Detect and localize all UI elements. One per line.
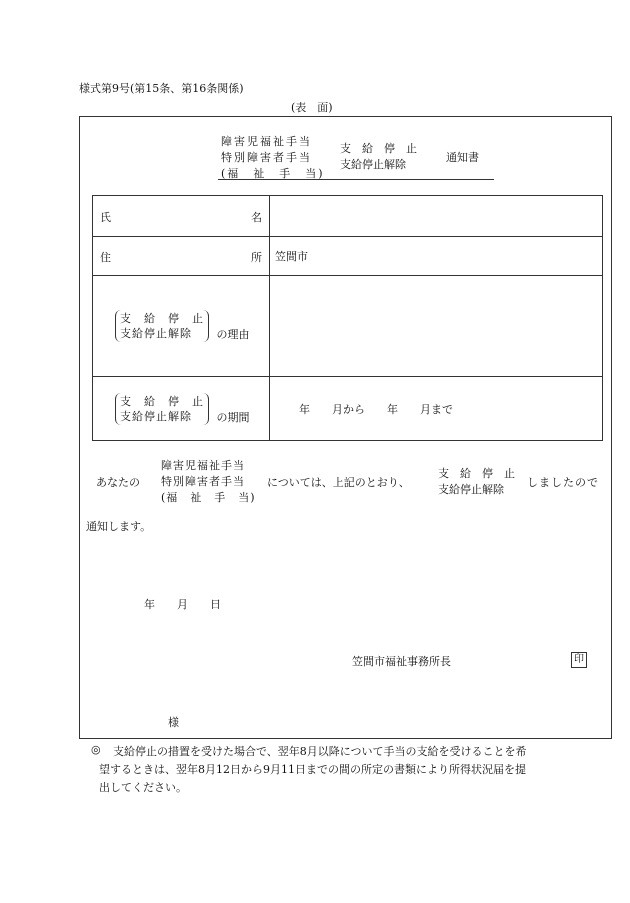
name-label-2: 名 bbox=[251, 211, 262, 224]
body-prefix: あなたの bbox=[96, 476, 140, 489]
period-row bbox=[93, 377, 603, 441]
title-action-2: 支給停止解除 bbox=[340, 158, 406, 171]
body-suffix: しましたので bbox=[527, 476, 599, 489]
body-middle: については、上記のとおり、 bbox=[267, 476, 410, 489]
title-action-1: 支 給 停 止 bbox=[340, 142, 417, 155]
body-allowance-1: 障害児福祉手当 bbox=[161, 459, 245, 472]
body-action-2: 支給停止解除 bbox=[438, 483, 504, 496]
period-label-cell bbox=[93, 377, 270, 441]
body-allowance-3: (福 祉 手 当) bbox=[161, 491, 256, 504]
footnote-mark: ◎ bbox=[91, 743, 101, 756]
name-label-1: 氏 bbox=[100, 211, 111, 224]
footnote-line-3: 出してください。 bbox=[99, 781, 187, 794]
reason-action-1: 支 給 停 止 bbox=[120, 312, 204, 325]
title-allowance-2: 特別障害者手当 bbox=[221, 151, 312, 164]
period-action-2: 支給停止解除 bbox=[120, 410, 192, 423]
reason-action-bracket bbox=[115, 310, 209, 342]
footnote-text bbox=[113, 743, 527, 761]
title-underline bbox=[218, 179, 494, 180]
period-suffix: の期間 bbox=[216, 411, 250, 424]
reason-label bbox=[115, 310, 250, 342]
period-action-1: 支 給 停 止 bbox=[120, 395, 204, 408]
address-label-2: 所 bbox=[251, 251, 262, 264]
address-label-cell bbox=[93, 237, 270, 276]
address-value-cell[interactable] bbox=[270, 237, 603, 276]
name-row bbox=[93, 196, 603, 237]
form-number: 様式第9号(第15条、第16条関係) bbox=[79, 82, 244, 95]
address-value: 笠間市 bbox=[275, 250, 308, 263]
issuer-name: 笠間市福祉事務所長 bbox=[352, 655, 451, 668]
seal-stamp: 印 bbox=[571, 652, 587, 668]
name-value-cell[interactable] bbox=[270, 196, 603, 237]
title-action-list bbox=[340, 141, 417, 173]
info-table bbox=[92, 195, 603, 441]
reason-value-cell[interactable] bbox=[270, 276, 603, 377]
reason-suffix: の理由 bbox=[216, 328, 250, 341]
address-row bbox=[93, 237, 603, 276]
footnote-line-1: 支給停止の措置を受けた場合で、翌年8月以降について手当の支給を受けることを希 bbox=[113, 745, 527, 758]
body-allowance-2: 特別障害者手当 bbox=[161, 475, 245, 488]
reason-label-cell bbox=[93, 276, 270, 377]
address-label-1: 住 bbox=[100, 251, 111, 264]
period-value: 年 月から 年 月まで bbox=[299, 402, 453, 416]
body-action-list bbox=[438, 466, 515, 498]
period-label bbox=[115, 393, 250, 425]
body-second-line: 通知します。 bbox=[86, 520, 152, 533]
body-action-1: 支 給 停 止 bbox=[438, 467, 515, 480]
title-allowance-3: (福 祉 手 当) bbox=[221, 167, 325, 180]
title-allowance-1: 障害児福祉手当 bbox=[221, 135, 312, 148]
title-notice: 通知書 bbox=[446, 151, 479, 164]
reason-action-2: 支給停止解除 bbox=[120, 327, 192, 340]
body-allowance-list bbox=[161, 458, 256, 506]
period-value-cell[interactable] bbox=[270, 377, 603, 441]
addressee-suffix: 様 bbox=[168, 716, 179, 729]
footnote-continuation bbox=[99, 761, 526, 797]
reason-row bbox=[93, 276, 603, 377]
date-line: 年 月 日 bbox=[144, 598, 221, 611]
name-label-cell bbox=[93, 196, 270, 237]
footnote-line-2: 望するときは、翌年8月12日から9月11日までの間の所定の書類により所得状況届を提 bbox=[99, 763, 526, 776]
document-title bbox=[218, 131, 494, 181]
side-label: (表 面) bbox=[291, 101, 333, 114]
title-allowance-list bbox=[221, 134, 325, 182]
period-action-bracket bbox=[115, 393, 209, 425]
